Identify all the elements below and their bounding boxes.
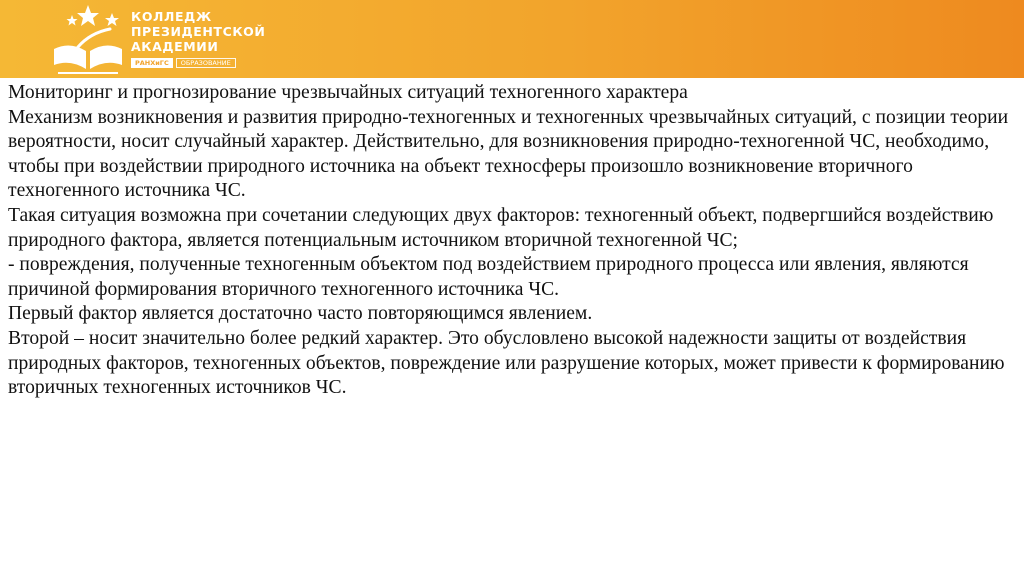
paragraph: Второй – носит значительно более редкий характер. Это обусловлено высокой надежности защиты от воздействия природных факторов, техногенных объектов, повреждение или разрушение которых, может привести к формированию вторичных техногенных источников ЧС. (8, 327, 1005, 399)
tagline-education: ОБРАЗОВАНИЕ (176, 58, 236, 68)
brand-line-1: КОЛЛЕДЖ (131, 9, 212, 24)
paragraph: Такая ситуация возможна при сочетании следующих двух факторов: техногенный объект, подвергшийся воздействию природного фактора, является потенциальным источником вторичной техногенной ЧС; (8, 204, 994, 251)
brand-line-3: АКАДЕМИИ (131, 39, 219, 54)
slide-body-text (8, 81, 1018, 401)
paragraph: Механизм возникновения и развития природно-техногенных и техногенных чрезвычайных ситуаций, с позиции теории вероятности, носит случайный характер. Действительно, для возникновения природно-техногенной ЧС, необходимо, чтобы при воздействии природного источника на объект техносферы произошло возникновение вторичного техногенного источника ЧС. (8, 106, 1009, 202)
college-brand-name (131, 9, 265, 54)
tagline-ranepa: РАНХиГС (131, 58, 173, 68)
brand-tagline (131, 58, 236, 68)
header-bar (0, 0, 1024, 78)
brand-line-2: ПРЕЗИДЕНТСКОЙ (131, 24, 266, 39)
paragraph-title: Мониторинг и прогнозирование чрезвычайных ситуаций техногенного характера (8, 82, 688, 103)
paragraph: Первый фактор является достаточно часто повторяющимся явлением. (8, 303, 593, 325)
paragraph: - повреждения, полученные техногенным объектом под воздействием природного процесса или явления, являются причиной формирования вторичного техногенного источника ЧС. (8, 254, 969, 300)
college-logo-icon (48, 3, 128, 75)
